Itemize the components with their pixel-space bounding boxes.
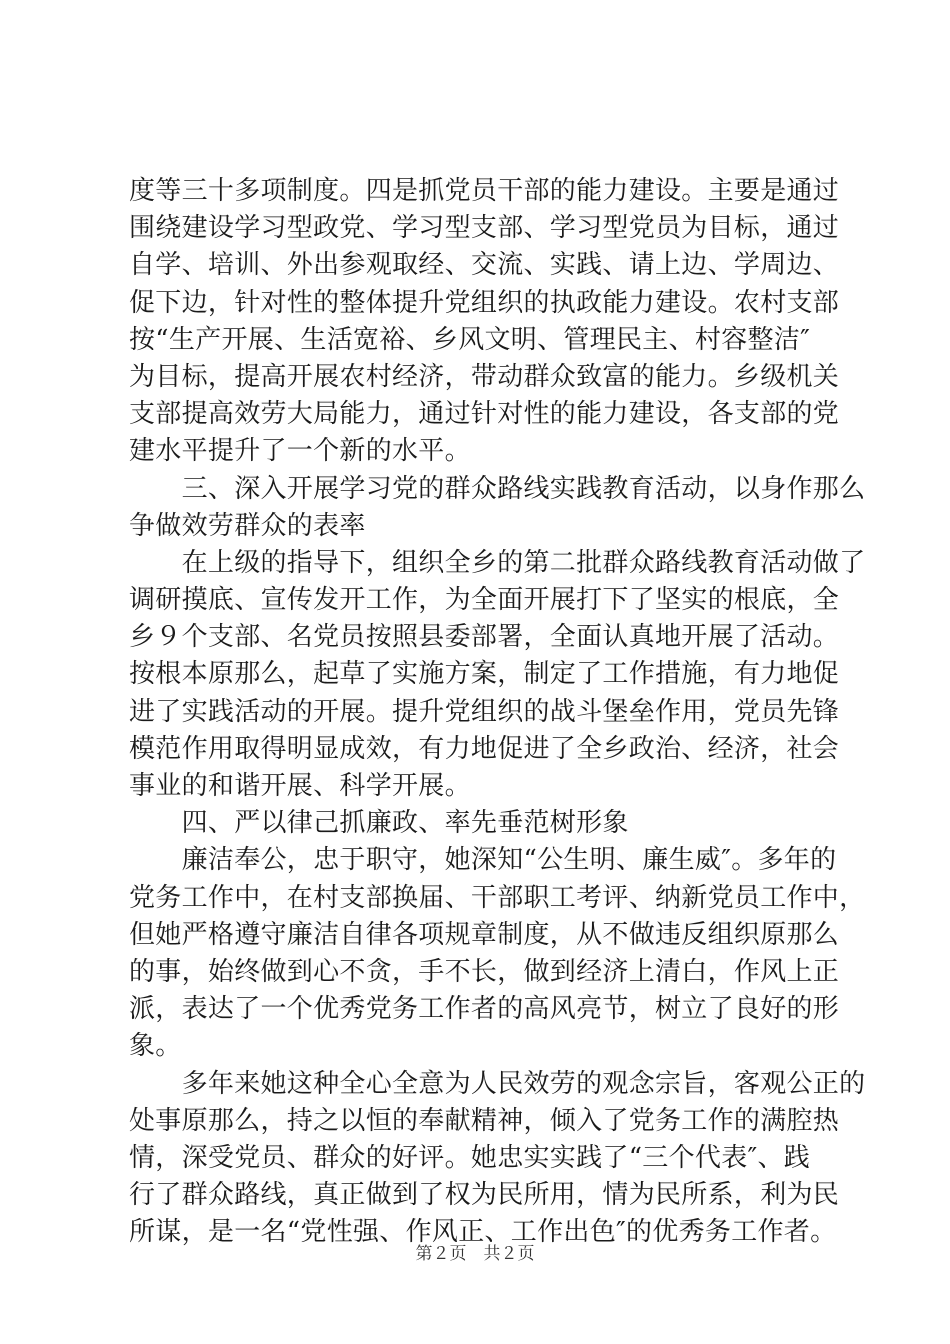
text-line: 的事，始终做到心不贪，手不长，做到经济上清白，作风上正 [129,956,840,987]
text-line: 象。 [129,1031,182,1062]
text-line: 在上级的指导下，组织全乡的第二批群众路线教育活动做了 [129,547,866,578]
text-line: 按根本原那么，起草了实施方案，制定了工作措施，有力地促 [129,659,840,690]
body-text [129,173,866,1251]
text-line: 自学、培训、外出参观取经、交流、实践、请上边、学周边、 [129,250,840,281]
text-line: 党务工作中，在村支部换届、干部职工考评、纳新党员工作中， [129,882,866,913]
text-line: 情，深受党员、群众的好评。她忠实实践了“三个代表″、践 [129,1142,811,1173]
section-heading: 三、深入开展学习党的群众路线实践教育活动，以身作那么 [129,473,866,504]
text-line: 围绕建设学习型政党、学习型支部、学习型党员为目标，通过 [129,213,840,244]
text-line: 行了群众路线，真正做到了权为民所用，情为民所系，利为民 [129,1180,840,1211]
text-line: 但她严格遵守廉洁自律各项规章制度，从不做违反组织原那么 [129,919,840,950]
text-line: 派，表达了一个优秀党务工作者的高风亮节，树立了良好的形 [129,994,840,1025]
text-line: 模范作用取得明显成效，有力地促进了全乡政治、经济，社会 [129,733,840,764]
text-line: 处事原那么，持之以恒的奉献精神，倾入了党务工作的满腔热 [129,1105,840,1136]
text-line: 事业的和谐开展、科学开展。 [129,771,471,801]
text-line: 促下边，针对性的整体提升党组织的执政能力建设。农村支部 [129,287,840,318]
text-line: 多年来她这种全心全意为人民效劳的观念宗旨，客观公正的 [129,1068,866,1099]
text-line: 为目标，提高开展农村经济，带动群众致富的能力。乡级机关 [129,361,840,392]
text-line: 度等三十多项制度。四是抓党员干部的能力建设。主要是通过 [129,176,840,206]
text-line: 所谋，是一名“党性强、作风正、工作出色″的优秀务工作者。 [129,1217,837,1248]
text-line: 进了实践活动的开展。提升党组织的战斗堡垒作用，党员先锋 [129,696,840,727]
text-line: 调研摸底、宣传发开工作，为全面开展打下了坚实的根底，全 [129,585,840,616]
text-line: 廉洁奉公，忠于职守，她深知“公生明、廉生威″。多年的 [129,845,837,876]
text-line: 乡９个支部、名党员按照县委部署，全面认真地开展了活动。 [129,622,840,653]
section-heading: 四、严以律己抓廉政、率先垂范树形象 [129,808,629,839]
section-heading: 争做效劳群众的表率 [129,510,366,541]
text-line: 按“生产开展、生活宽裕、乡风文明、管理民主、村容整洁″ [129,324,811,355]
text-line: 支部提高效劳大局能力，通过针对性的能力建设，各支部的党 [129,399,840,430]
page-footer: 第２页 共２页 [415,1244,535,1264]
text-line: 建水平提升了一个新的水平。 [129,436,471,467]
